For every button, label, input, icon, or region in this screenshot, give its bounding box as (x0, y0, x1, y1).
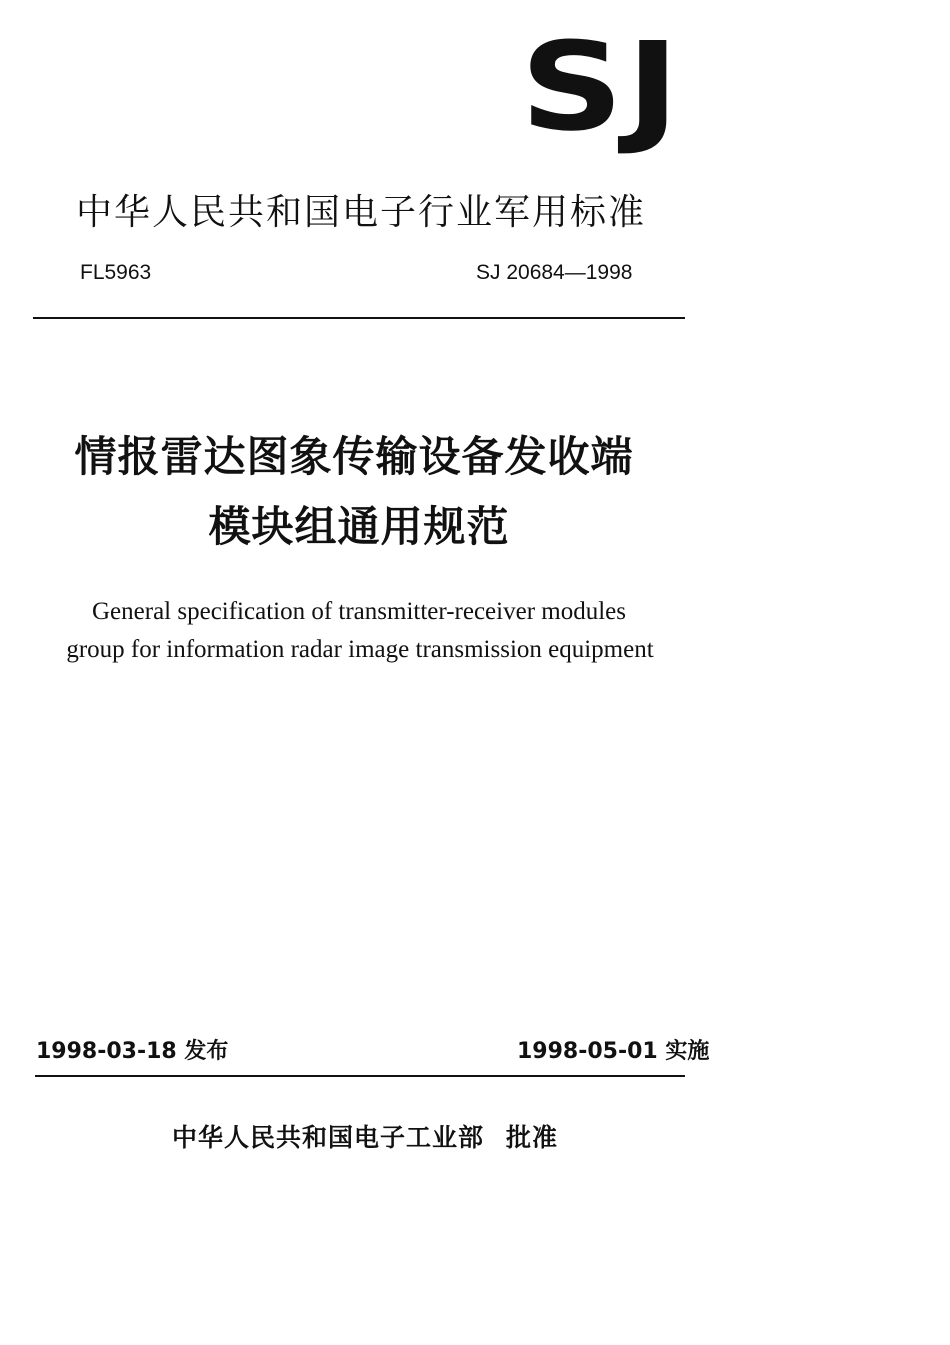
chinese-title-line-1: 情报雷达图象传输设备发收端 (74, 432, 634, 481)
sj-logo: SJ (520, 16, 682, 158)
approving-authority: 中华人民共和国电子工业部 (172, 1123, 485, 1152)
approval-word: 批准 (506, 1123, 559, 1152)
english-title-line-2: group for information radar image transmission equipment (66, 636, 654, 663)
english-title-line-1: General specification of transmitter-receiver modules (92, 598, 626, 625)
standard-category-title: 中华人民共和国电子行业军用标准 (76, 192, 647, 233)
approval-line (172, 1120, 558, 1156)
header-divider (33, 317, 685, 319)
chinese-title-line-2: 模块组通用规范 (208, 502, 510, 551)
standard-number: SJ 20684—1998 (476, 261, 633, 284)
classification-code: FL5963 (80, 261, 152, 284)
implementation-date: 1998-05-01 实施 (517, 1039, 710, 1064)
footer-divider (35, 1075, 685, 1077)
issue-date: 1998-03-18 发布 (36, 1039, 229, 1064)
